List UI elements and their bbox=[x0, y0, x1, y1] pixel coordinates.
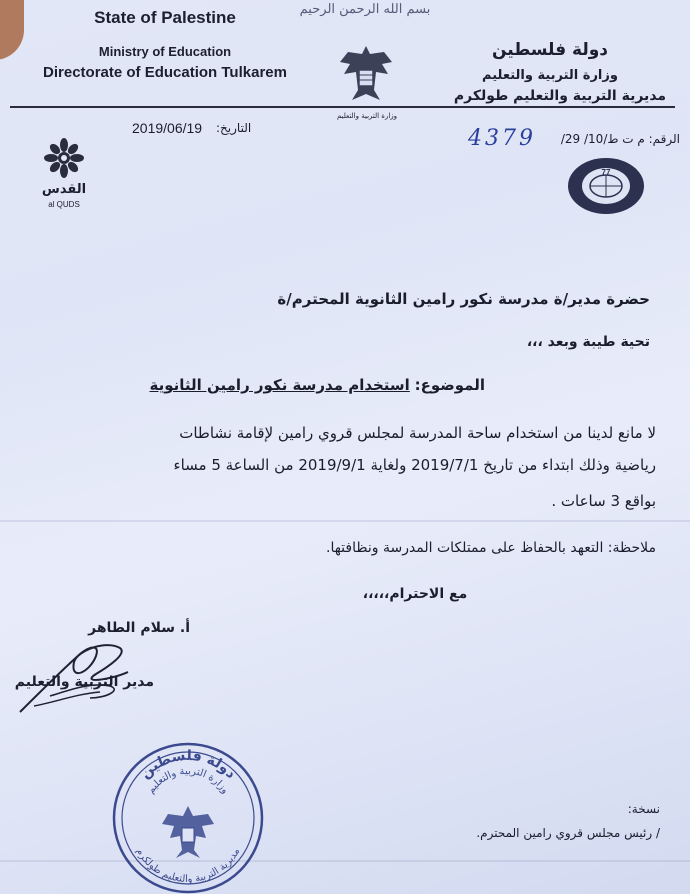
al-quds-logo-icon bbox=[36, 138, 92, 182]
paper-fold bbox=[0, 520, 690, 522]
emblem-caption: وزارة التربية والتعليم bbox=[336, 112, 398, 120]
date-label: التاريخ: bbox=[216, 121, 252, 135]
stamp-bottom-text: مديرية التربية والتعليم طولكرم bbox=[133, 846, 243, 886]
signatory-title: مدير التربية والتعليم bbox=[14, 674, 154, 690]
date-value: 2019/06/19 bbox=[132, 120, 203, 136]
header-ar-directorate: مديرية التربية والتعليم طولكرم bbox=[453, 88, 667, 104]
greeting: تحية طيبة وبعد ،،، bbox=[526, 334, 650, 350]
subject-line bbox=[149, 376, 485, 394]
closing: مع الاحترام،،،،، bbox=[362, 586, 468, 602]
body-line-1: لا مانع لدينا من استخدام ساحة المدرسة لمجلس قروي رامين لإقامة نشاطات bbox=[179, 424, 656, 442]
signatory-name: أ. سلام الطاهر bbox=[88, 620, 190, 636]
header-en-directorate: Directorate of Education Tulkarem bbox=[43, 64, 287, 81]
header-en-state: State of Palestine bbox=[94, 8, 236, 27]
paper-fold bbox=[0, 860, 690, 862]
anniversary-badge-icon bbox=[566, 156, 646, 216]
official-stamp bbox=[108, 732, 268, 894]
subject-label: الموضوع: bbox=[414, 376, 485, 394]
reference-handwritten-number: 4379 bbox=[468, 126, 536, 151]
al-quds-logo-ar: القدس bbox=[41, 182, 87, 197]
badge-number: 77 bbox=[601, 168, 611, 177]
basmala: بسم الله الرحمن الرحيم bbox=[299, 2, 431, 17]
subject-text: استخدام مدرسة نكور رامين الثانوية bbox=[149, 376, 410, 394]
addressee: حضرة مدير/ة مدرسة نكور رامين الثانوية المحترم/ة bbox=[277, 290, 650, 308]
cc-line: / رئيس مجلس قروي رامين المحترم. bbox=[476, 826, 660, 840]
cc-label: نسخة: bbox=[627, 802, 660, 816]
stamp-top-text: دولة فلسطين bbox=[137, 747, 239, 782]
header-rule bbox=[10, 106, 675, 108]
note: ملاحظة: التعهد بالحفاظ على ممتلكات المدرسة ونظافتها. bbox=[326, 540, 656, 556]
body-line-3: بواقع 3 ساعات . bbox=[551, 492, 656, 510]
header-ar-ministry: وزارة التربية والتعليم bbox=[482, 68, 618, 83]
body-line-2: رياضية وذلك ابتداء من تاريخ 2019/7/1 ولغاية 2019/9/1 من الساعة 5 مساء bbox=[173, 456, 656, 474]
stamp-eagle-icon bbox=[162, 806, 214, 858]
header-ar-state: دولة فلسطين bbox=[491, 40, 609, 60]
header-en-ministry: Ministry of Education bbox=[98, 44, 232, 59]
reference-label: الرقم: م ت ط/10/ 29/ bbox=[560, 132, 680, 146]
stamp-mid-text: وزارة التربية والتعليم bbox=[145, 765, 231, 796]
al-quds-logo-en: al QUDS bbox=[48, 200, 80, 209]
svg-text:مديرية التربية والتعليم طولكرم bbox=[134, 846, 243, 885]
eagle-emblem-icon bbox=[336, 40, 396, 110]
